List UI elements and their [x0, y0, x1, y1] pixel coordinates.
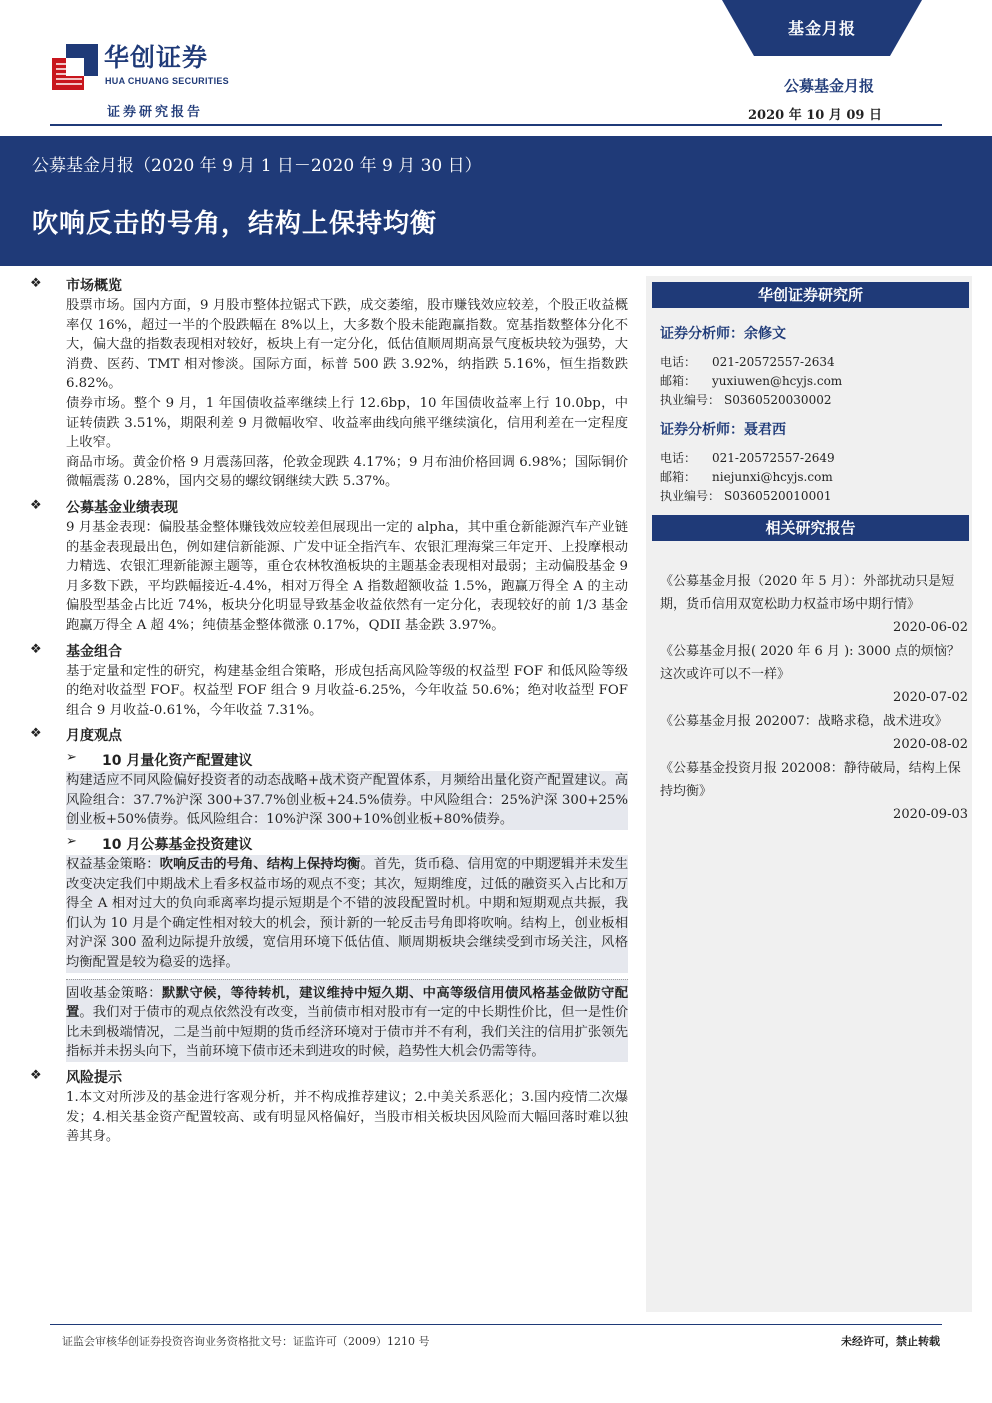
diamond-bullet-icon: ❖	[30, 497, 42, 513]
section-heading-performance: ❖ 公募基金业绩表现	[30, 497, 178, 516]
analyst-2-phone: 021-20572557-2649	[712, 451, 835, 465]
report-date: 2020 年 10 月 09 日	[748, 108, 882, 123]
fixed-income-paragraph: 固收基金策略：默默守候，等待转机，建议维持中短久期、中高等级信用债风格基金做防守配置。我们对于债市的观点依然没有改变，当前债市相对股市有一定的中长期性价比，但一是性价比未到极端情况，二是当前中短期的货币经济环境对于债市并不有利，我们关注的信用扩张领先指标并未拐头向下，当前环境下债市还未到进攻的时候，趋势性大机会仍需等待。	[66, 979, 628, 1062]
analyst-1-name: 证券分析师：余修文	[660, 326, 786, 342]
footer-license: 证监会审核华创证券投资咨询业务资格批文号：证监许可（2009）1210 号	[62, 1335, 430, 1348]
analyst-2-email[interactable]: niejunxi@hcyjs.com	[712, 470, 833, 484]
section-heading-market: ❖ 市场概览	[30, 276, 122, 294]
market-bond-paragraph: 债券市场。整个 9 月，1 年国债收益率继续上行 12.6bp，10 年国债收益率上行 10.0bp，中证转债跌 3.51%，期限利差 9 月微幅收窄、收益率曲线向熊平继续演化，信用利差在一定程度上收窄。	[66, 395, 628, 451]
related-report-link[interactable]: 《公募基金月报 202007：战略求稳，战术进攻》	[660, 714, 948, 729]
huachuang-logo-icon	[52, 44, 98, 90]
section-heading-view: ❖ 月度观点	[30, 726, 122, 745]
report-title: 吹响反击的号角，结构上保持均衡	[32, 209, 438, 239]
banner-subtitle: 公募基金月报（2020 年 9 月 1 日－2020 年 9 月 30 日）	[32, 156, 482, 176]
section-heading-portfolio: ❖ 基金组合	[30, 641, 122, 660]
footer-divider	[50, 1324, 942, 1325]
diamond-bullet-icon: ❖	[30, 726, 42, 742]
report-tab-label: 基金月报	[787, 19, 856, 38]
diamond-bullet-icon: ❖	[30, 1068, 42, 1083]
market-commodity-paragraph: 商品市场。黄金价格 9 月震荡回落，伦敦金现跌 4.17%；9 月布油价格回调 6.98%；国际铜价微幅震荡 0.28%，国内交易的螺纹钢继续大跌 5.37%。	[66, 454, 628, 490]
logo-english-name: HUA CHUANG SECURITIES	[105, 76, 229, 86]
analyst-1-phone: 021-20572557-2634	[712, 355, 835, 369]
subheading-fund-advice: ➢ 10 月公募基金投资建议	[66, 834, 253, 854]
diamond-bullet-icon: ❖	[30, 641, 42, 657]
section-heading-risk: ❖ 风险提示	[30, 1068, 122, 1086]
main-content	[30, 270, 628, 1147]
analyst-2-name: 证券分析师：聂君西	[660, 422, 786, 438]
header-divider	[50, 124, 942, 126]
asset-allocation-paragraph: 构建适应不同风险偏好投资者的动态战略+战术资产配置体系，月频给出量化资产配置建议。高风险组合：37.7%沪深 300+37.7%创业板+24.5%债券。中风险组合：25%沪深 300+25%创业板+50%债券。低风险组合：10%沪深 300+10%创业板+80%债券。	[66, 771, 628, 830]
arrow-bullet-icon: ➢	[66, 834, 77, 850]
related-report-link[interactable]: 《公募基金投资月报 202008：静待破局，结构上保持均衡》	[660, 761, 961, 799]
related-report-date: 2020-07-02	[893, 690, 968, 705]
report-type-label: 证券研究报告	[107, 105, 204, 120]
fixed-income-headline: 默默守候，等待转机，建议维持中短久期、中高等级信用债风格基金做防守配置	[66, 985, 629, 1021]
related-report-link[interactable]: 《公募基金月报（2020 年 5 月）：外部扰动只是短期，货币信用双宽松助力权益市场中期行情》	[660, 574, 955, 612]
footer-copyright: 未经许可，禁止转载	[841, 1335, 940, 1348]
subheading-asset-allocation: ➢ 10 月量化资产配置建议	[66, 750, 253, 770]
analyst-2-cert: S0360520010001	[724, 489, 832, 503]
performance-paragraph: 9 月基金表现：偏股基金整体赚钱效应较差但展现出一定的 alpha，其中重仓新能源汽车产业链的基金表现最出色，例如建信新能源、广发中证全指汽车、农银汇理海棠三年定开、上投摩根动力精选、农银汇理新能源主题等，重仓农林牧渔板块的主题基金表现相对最弱；主动偏股基金 9 月多数下跌，平均跌幅接近-4.4%，相对万得全 A 指数超额收益 1.5%，跑赢万得全 A 的主动偏股型基金占比近 74%，板块分化明显导致基金收益依然有一定分化，表现较好的前 1/3 基金跑赢万得全 A 超 4%；纯债基金整体微涨 0.17%，QDII 基金跌 3.97%。	[66, 519, 628, 633]
risk-paragraph: 1.本文对所涉及的基金进行客观分析，并不构成推荐建议；2.中美关系恶化；3.国内疫情二次爆发；4.相关基金资产配置较高、或有明显风格偏好，当股市相关板块因风险而大幅回落时难以独善其身。	[66, 1090, 628, 1145]
report-category: 公募基金月报	[783, 77, 874, 95]
related-report-date: 2020-08-02	[893, 737, 968, 752]
equity-strategy-paragraph: 权益基金策略：吹响反击的号角、结构上保持均衡。首先，货币稳、信用宽的中期逻辑并未发生改变决定我们中期战术上看多权益市场的观点不变；其次，短期维度，过低的融资买入占比和万得全 A 相对过大的负向乖离率均提示短期是个不错的波段配置时机。中期和短期观点共振，我们认为 10 月是个确定性相对较大的机会，预计新的一轮反击号角即将吹响。结构上，创业板相对沪深 300 盈利边际提升放缓，宽信用环境下低估值、顺周期板块会继续受到市场关注，风格均衡配置是较为稳妥的选择。	[66, 855, 628, 973]
analyst-1-contact: 电话： 021-20572557-2634 邮箱： yuxiuwen@hcyjs.com 执业编号： S0360520030002	[660, 355, 843, 407]
related-report-date: 2020-06-02	[893, 620, 968, 635]
arrow-bullet-icon: ➢	[66, 750, 77, 766]
portfolio-paragraph: 基于定量和定性的研究，构建基金组合策略，形成包括高风险等级的权益型 FOF 和低风险等级的绝对收益型 FOF。权益型 FOF 组合 9 月收益-6.25%，今年收益 50.6%；绝对收益型 FOF 组合 9 月收益-0.61%，今年收益 7.31%。	[66, 663, 628, 718]
analyst-1-email[interactable]: yuxiuwen@hcyjs.com	[712, 374, 843, 388]
related-reports-header: 相关研究报告	[652, 515, 969, 541]
diamond-bullet-icon: ❖	[30, 276, 42, 291]
related-report-date: 2020-09-03	[893, 807, 968, 822]
analyst-2-contact: 电话： 021-20572557-2649 邮箱： niejunxi@hcyjs.com 执业编号： S0360520010001	[660, 451, 835, 503]
market-stock-paragraph: 股票市场。国内方面，9 月股市整体拉锯式下跌，成交萎缩，股市赚钱效应较差，个股正收益概率仅 16%，超过一半的个股跌幅在 8%以上，大多数个股未能跑赢指数。宽基指数整体分化不大，偏大盘的指数表现相对较好，板块上有一定分化，低估值顺周期高景气度板块较为强势，大消费、医药、TMT 相对惨淡。国际方面，标普 500 跌 3.92%，纳指跌 5.16%，恒生指数跌 6.82%。	[66, 298, 628, 392]
equity-strategy-headline: 吹响反击的号角、结构上保持均衡	[159, 857, 361, 873]
related-report-link[interactable]: 《公募基金月报( 2020 年 6 月 ): 3000 点的烦恼？这次或许可以不一样》	[660, 644, 960, 682]
institute-header: 华创证券研究所	[652, 282, 969, 308]
analyst-1-cert: S0360520030002	[724, 393, 832, 407]
logo-chinese-name: 华创证券	[104, 43, 209, 72]
